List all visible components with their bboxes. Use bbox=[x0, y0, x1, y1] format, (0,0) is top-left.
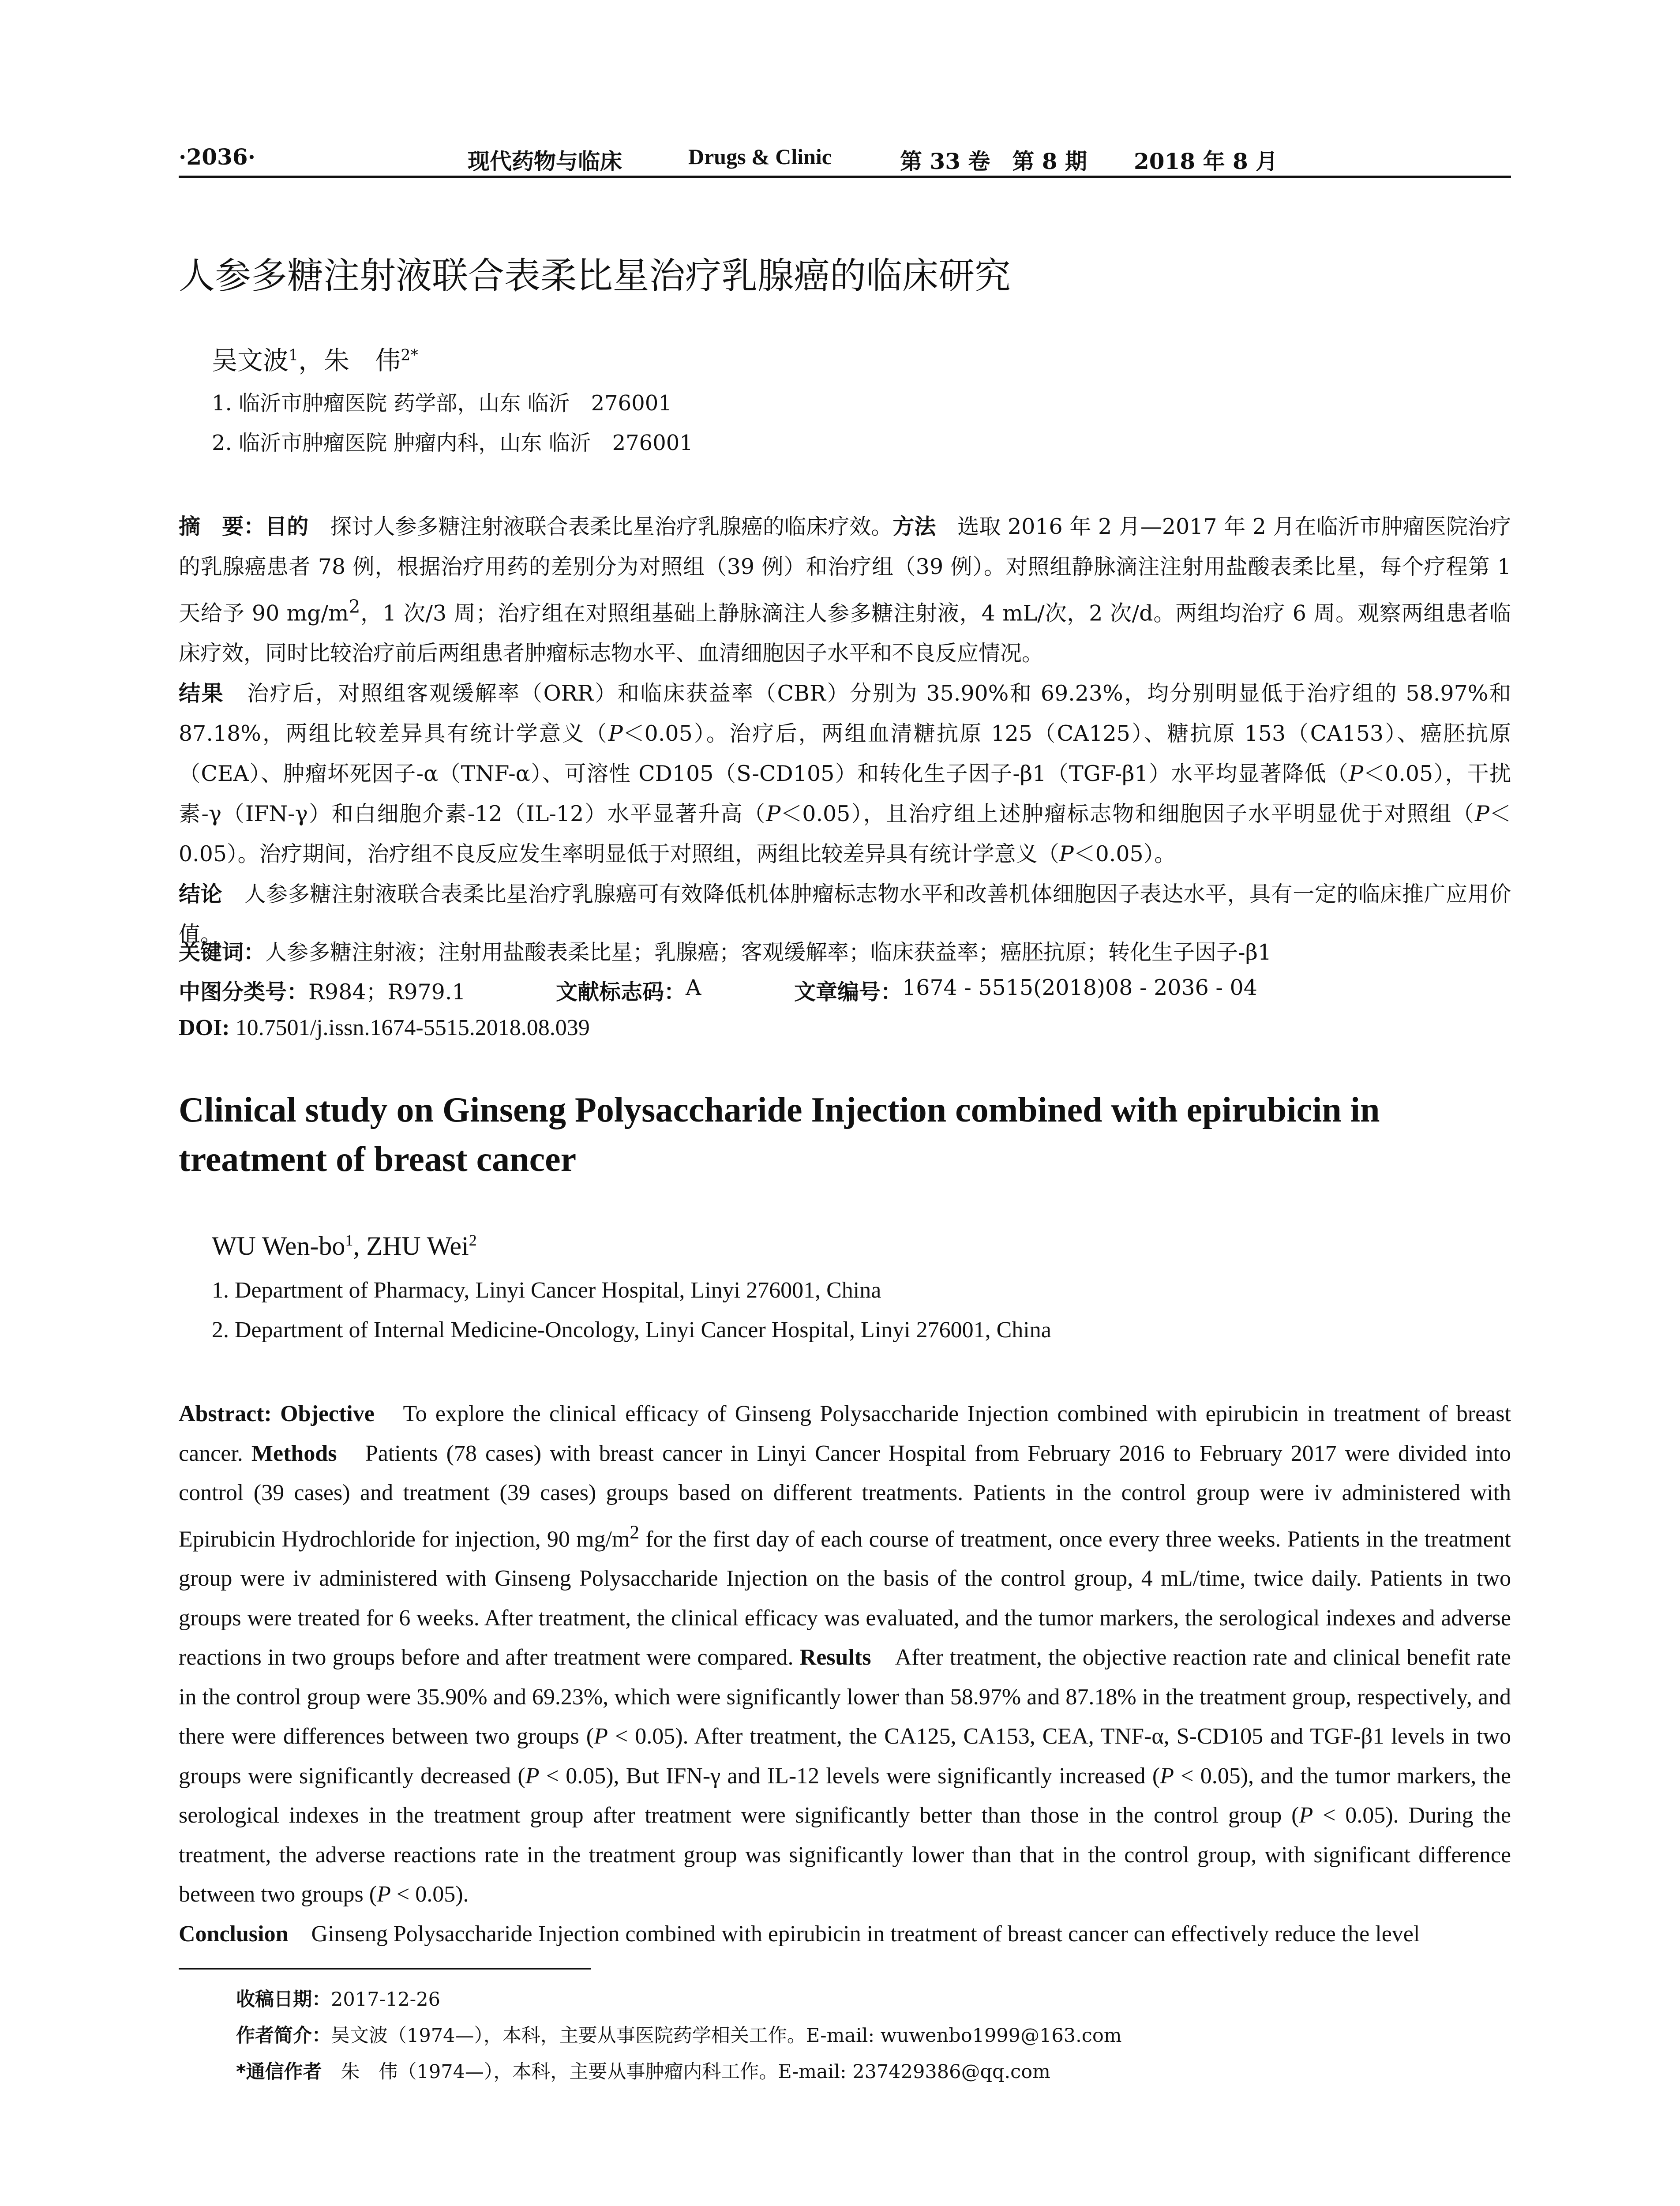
clc-label: 中图分类号： bbox=[179, 979, 309, 1005]
methods-label: 方法 bbox=[892, 514, 936, 539]
authors-en bbox=[212, 1231, 477, 1261]
document-code bbox=[556, 975, 701, 1006]
author-bio-label: 作者简介： bbox=[236, 2025, 331, 2047]
p-value-symbol: P bbox=[1059, 841, 1074, 867]
author-affiliation-mark: 2 bbox=[469, 1231, 477, 1249]
doi-value[interactable]: 10.7501/j.issn.1674-5515.2018.08.039 bbox=[229, 1015, 590, 1040]
footnote-corresponding bbox=[236, 2057, 1050, 2084]
results-text: < 0.05). After treatment, the CA125, CA153, CEA, TNF-α, S-CD105 and TGF-β1 levels in two groups were significantly decreased ( bbox=[179, 1724, 1511, 1789]
issue-date: 2018 年 8 月 bbox=[1134, 148, 1278, 174]
methods-text: ，1 次/3 周；治疗组在对照组基础上静脉滴注人参多糖注射液，4 mL/次，2 次/d。两组均治疗 6 周。观察两组患者临床疗效，同时比较治疗前后两组患者肿瘤标志物水平、血清细胞因子水平和不良反应情况。 bbox=[179, 600, 1511, 666]
affiliation-cn: 2. 临沂市肿瘤医院 肿瘤内科，山东 临沂 276001 bbox=[212, 431, 693, 455]
author-name: WU Wen-bo bbox=[212, 1231, 345, 1261]
volume-issue: 第 33 卷 第 8 期 bbox=[900, 148, 1087, 174]
conclusion-text: Ginseng Polysaccharide Injection combined with epirubicin in treatment of breast cancer can effectively reduce the level bbox=[288, 1921, 1420, 1947]
author-affiliation-mark: 1 bbox=[289, 346, 299, 364]
methods-text: for the first day of each course of treatment, once every three weeks. Patients in the treatment group were iv administered with Ginseng Polysaccharide Injection on the basis of the control group, 4 mL/time, twice daily. Patients in two groups were treated for 6 weeks. After treatment, the clinical efficacy was evaluated, and the tumor markers, the serological indexes and adverse reactions in two groups before and after treatment were compared. bbox=[179, 1526, 1511, 1670]
superscript: 2 bbox=[349, 596, 360, 617]
superscript: 2 bbox=[630, 1521, 640, 1543]
author-name: 吴文波 bbox=[212, 345, 289, 375]
corresponding-label: *通信作者 bbox=[236, 2061, 322, 2083]
running-header bbox=[179, 140, 1511, 178]
abstract-cn bbox=[179, 506, 1511, 954]
results-text: < 0.05). During the treatment, the adverse reactions rate in the treatment group was significantly lower than that in the control group, with significant difference between two groups ( bbox=[179, 1803, 1511, 1907]
keywords-text: 人参多糖注射液；注射用盐酸表柔比星；乳腺癌；客观缓解率；临床获益率；癌胚抗原；转化生子因子-β1 bbox=[265, 940, 1272, 965]
author-affiliation-mark: 1 bbox=[345, 1231, 353, 1249]
author-separator: , bbox=[353, 1231, 367, 1261]
abstract-label: Abstract: bbox=[179, 1401, 281, 1426]
p-value-symbol: P bbox=[1160, 1763, 1174, 1789]
results-text: 治疗后，对照组客观缓解率（ORR）和临床获益率（CBR）分别为 35.90%和 69.23%，均分别明显低于治疗组的 58.97%和 87.18%，两组比较差异具有统计学意义（ bbox=[179, 681, 1511, 747]
methods-text: Patients (78 cases) with breast cancer in Linyi Cancer Hospital from February 2016 to February 2017 were divided into control (39 cases) and treatment (39 cases) groups based on different treatments. Patients in the control group were iv administered with Epirubicin Hydrochloride for injection, 90 mg/m bbox=[179, 1441, 1511, 1552]
p-value-symbol: P bbox=[1299, 1803, 1313, 1828]
results-text: < 0.05). bbox=[390, 1882, 469, 1907]
author-separator: ， bbox=[298, 345, 324, 375]
journal-name-en: Drugs & Clinic bbox=[688, 144, 832, 169]
p-value-symbol: P bbox=[766, 801, 781, 827]
article-no-label: 文章编号： bbox=[794, 979, 903, 1005]
affiliation-en: 2. Department of Internal Medicine-Oncology, Linyi Cancer Hospital, Linyi 276001, China bbox=[212, 1317, 1051, 1343]
methods-text: 选取 2016 年 2 月—2017 年 2 月在临沂市肿瘤医院治疗的乳腺癌患者 78 例，根据治疗用药的差别分为对照组（39 例）和治疗组（39 例）。对照组静脉滴注注射用盐酸表柔比星，每个疗程第 1 天给予 90 mg/m bbox=[179, 514, 1511, 626]
article-title-cn: 人参多糖注射液联合表柔比星治疗乳腺癌的临床研究 bbox=[179, 255, 1011, 297]
methods-label: Methods bbox=[251, 1441, 337, 1466]
author-name: 朱 伟 bbox=[324, 345, 401, 375]
corresponding-text: 朱 伟（1974—），本科，主要从事肿瘤内科工作。E-mail: 237429386@qq.com bbox=[322, 2061, 1050, 2083]
abstract-en bbox=[179, 1394, 1511, 1954]
conclusion-label: 结论 bbox=[179, 882, 223, 907]
affiliation-en: 1. Department of Pharmacy, Linyi Cancer Hospital, Linyi 276001, China bbox=[212, 1278, 881, 1303]
conclusion-text: 人参多糖注射液联合表柔比星治疗乳腺癌可有效降低机体肿瘤标志物水平和改善机体细胞因子表达水平，具有一定的临床推广应用价值。 bbox=[179, 882, 1511, 947]
objective-text: To explore the clinical efficacy of Ginseng Polysaccharide Injection combined with epirubicin in treatment of breast cancer. bbox=[179, 1401, 1511, 1466]
objective-text: 探讨人参多糖注射液联合表柔比星治疗乳腺癌的临床疗效。 bbox=[308, 514, 893, 539]
received-date: 2017-12-26 bbox=[331, 1988, 440, 2011]
results-text: ＜0.05）。治疗后，两组血清糖抗原 125（CA125）、糖抗原 153（CA153）、癌胚抗原（CEA）、肿瘤坏死因子-α（TNF-α）、可溶性 CD105（S-CD105）和转化生子因子-β1（TGF-β1）水平均显著降低（ bbox=[179, 721, 1511, 787]
authors-cn bbox=[212, 340, 418, 377]
footnote-received bbox=[236, 1985, 440, 2011]
author-bio-text: 吴文波（1974—），本科，主要从事医院药学相关工作。E-mail: wuwenbo1999@163.com bbox=[331, 2025, 1122, 2047]
footnote-divider bbox=[179, 1968, 591, 1970]
results-text: < 0.05), But IFN-γ and IL-12 levels were significantly increased ( bbox=[539, 1763, 1160, 1789]
results-text: ＜0.05），干扰素-γ（IFN-γ）和白细胞介素-12（IL-12）水平显著升高（ bbox=[179, 761, 1511, 827]
doi-label: DOI: bbox=[179, 1015, 230, 1040]
affiliation-cn: 1. 临沂市肿瘤医院 药学部，山东 临沂 276001 bbox=[212, 391, 672, 416]
author-affiliation-mark: 2* bbox=[401, 346, 418, 364]
clc-value: R984；R979.1 bbox=[308, 979, 466, 1005]
results-text: ＜0.05），且治疗组上述肿瘤标志物和细胞因子水平明显优于对照组（ bbox=[780, 801, 1475, 827]
p-value-symbol: P bbox=[377, 1882, 391, 1907]
keywords-cn bbox=[179, 935, 1271, 966]
results-label: 结果 bbox=[179, 681, 225, 706]
conclusion-label: Conclusion bbox=[179, 1921, 289, 1947]
article-no-value: 1674 - 5515(2018)08 - 2036 - 04 bbox=[902, 975, 1257, 1000]
keywords-label: 关键词： bbox=[179, 940, 266, 965]
p-value-symbol: P bbox=[594, 1724, 608, 1749]
results-text: After treatment, the objective reaction rate and clinical benefit rate in the control group were 35.90% and 69.23%, which were significantly lower than 58.97% and 87.18% in the treatment group, respectively, and there were differences between two groups ( bbox=[179, 1645, 1511, 1749]
results-text: < 0.05), and the tumor markers, the serological indexes in the treatment group after treatment were significantly better than those in the control group ( bbox=[179, 1763, 1511, 1828]
results-text: ＜0.05）。治疗期间，治疗组不良反应发生率明显低于对照组，两组比较差异具有统计学意义（ bbox=[179, 801, 1511, 867]
p-value-symbol: P bbox=[1349, 761, 1364, 787]
doi-line bbox=[179, 1015, 590, 1041]
journal-name-cn: 现代药物与临床 bbox=[468, 148, 622, 174]
received-label: 收稿日期： bbox=[236, 1988, 331, 2011]
p-value-symbol: P bbox=[1475, 801, 1489, 827]
footnote-author-bio bbox=[236, 2021, 1122, 2048]
objective-label: 目的 bbox=[265, 514, 309, 539]
objective-label: Objective bbox=[280, 1401, 375, 1426]
doc-code-label: 文献标志码： bbox=[556, 979, 686, 1005]
p-value-symbol: P bbox=[608, 721, 623, 747]
clc-number bbox=[179, 975, 466, 1006]
results-text: ＜0.05）。 bbox=[1073, 841, 1176, 867]
abstract-label: 摘 要： bbox=[179, 514, 266, 539]
results-label: Results bbox=[799, 1645, 871, 1670]
p-value-symbol: P bbox=[525, 1763, 540, 1789]
article-title-en: Clinical study on Ginseng Polysaccharide Injection combined with epirubicin in treatment of breast cancer bbox=[179, 1091, 1380, 1179]
author-name: ZHU Wei bbox=[366, 1231, 469, 1261]
page-number: ·2036· bbox=[179, 144, 255, 170]
doc-code-value: A bbox=[686, 975, 701, 1000]
article-number bbox=[794, 975, 1257, 1006]
